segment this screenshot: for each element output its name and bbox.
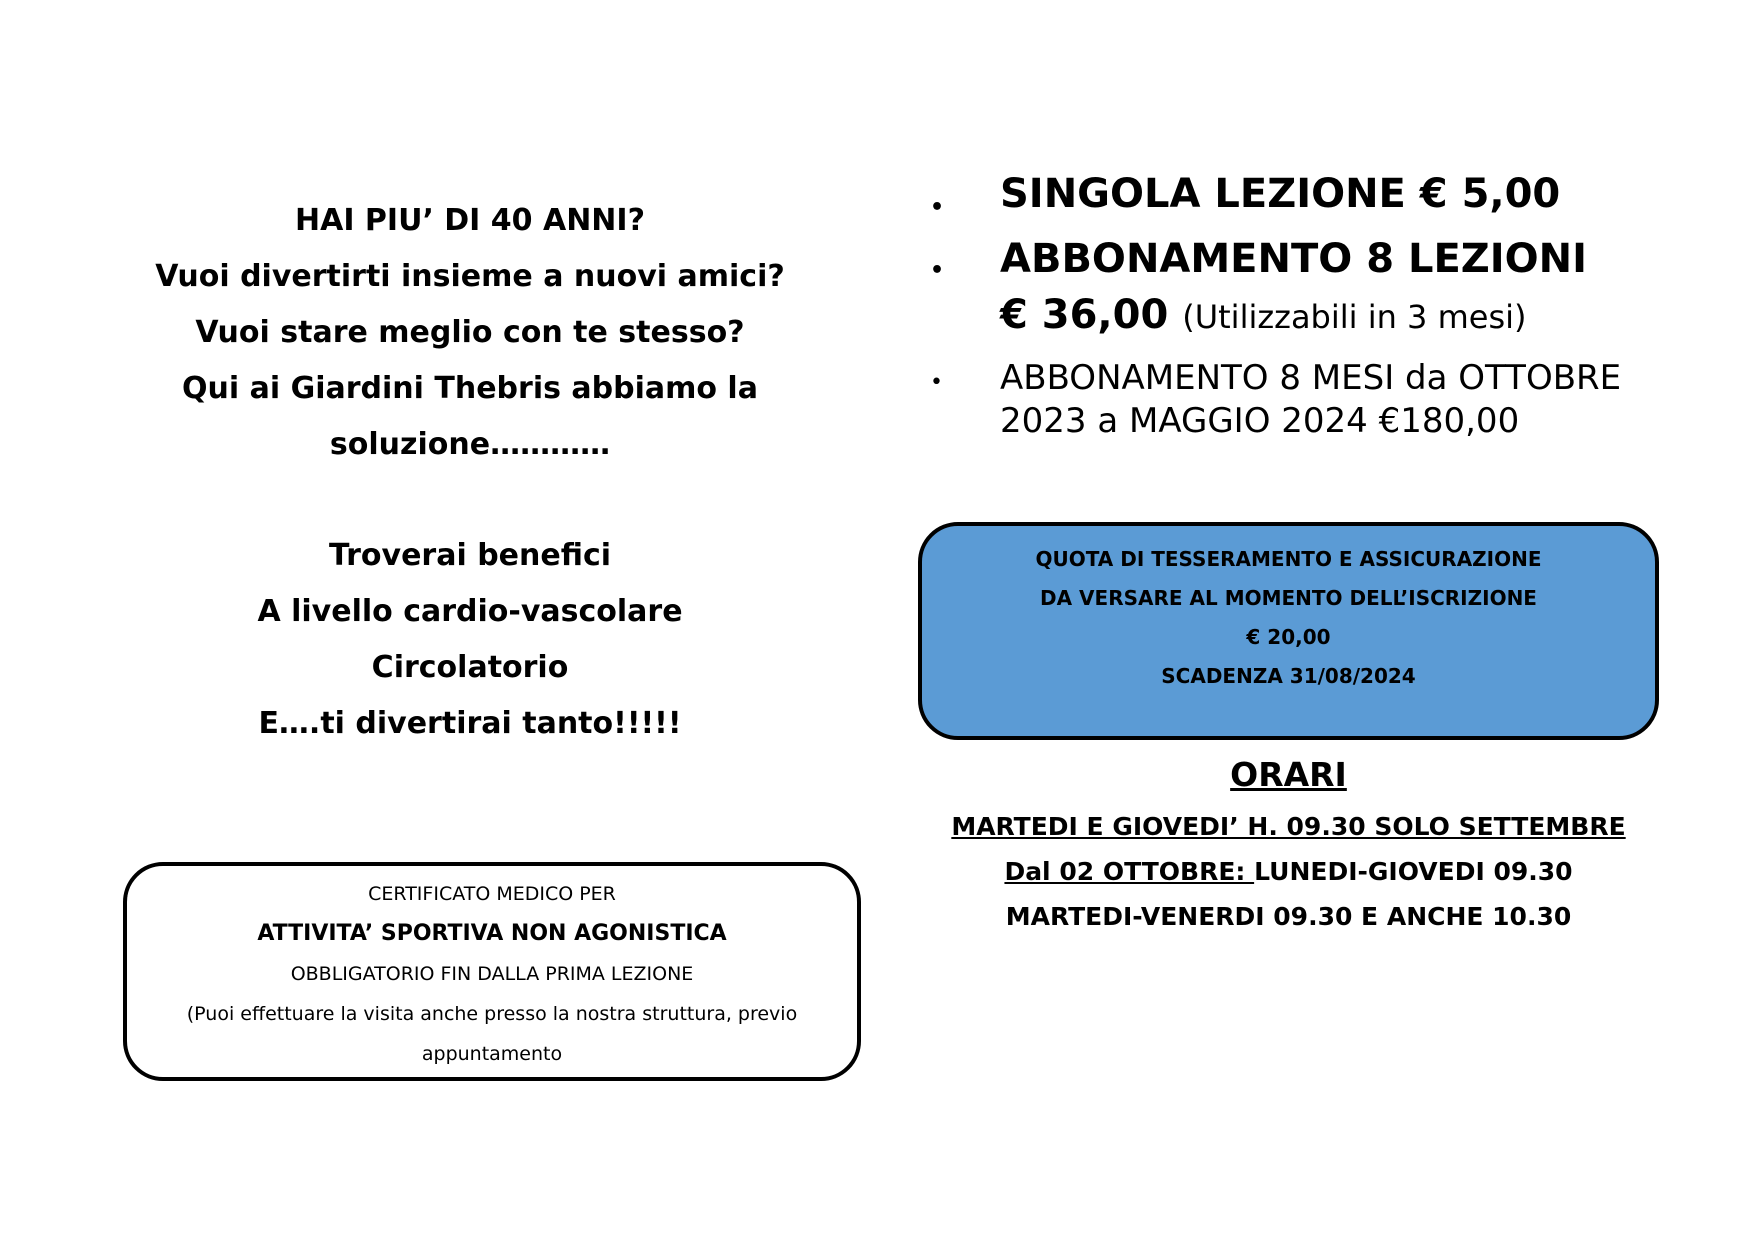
intro-line-friends: Vuoi divertirti insieme a nuovi amici? [155, 259, 785, 294]
benefits-line-1: Troverai benefici [328, 538, 612, 573]
price-8-months-line-1: ABBONAMENTO 8 MESI da OTTOBRE [1000, 358, 1622, 398]
price-8-lessons-note: (Utilizzabili in 3 mesi) [1182, 298, 1527, 336]
schedule-row-october [918, 849, 1659, 894]
price-item-single-lesson [930, 165, 1690, 223]
price-8-months-line-2: 2023 a MAGGIO 2024 €180,00 [1000, 401, 1520, 441]
intro-line-age: HAI PIU’ DI 40 ANNI? [295, 203, 645, 238]
cert-line-5: appuntamento [421, 1043, 563, 1065]
cert-line-3: OBBLIGATORIO FIN DALLA PRIMA LEZIONE [290, 963, 694, 985]
price-item-8-months [930, 357, 1690, 443]
benefits-line-2: A livello cardio-vascolare [257, 594, 683, 629]
price-8-lessons-title: ABBONAMENTO 8 LEZIONI [1000, 236, 1588, 282]
schedule-section [918, 752, 1659, 939]
intro-line-wellbeing: Vuoi stare meglio con te stesso? [195, 315, 745, 350]
price-list [930, 165, 1690, 443]
intro-text-block [100, 193, 840, 752]
price-item-8-lessons [930, 231, 1690, 345]
intro-spacer [100, 473, 840, 528]
schedule-row-october-label: Dal 02 OTTOBRE: [1004, 857, 1255, 886]
bullet-icon: • [930, 370, 943, 395]
intro-line-giardini: Qui ai Giardini Thebris abbiamo la [182, 371, 758, 406]
bullet-icon: • [930, 258, 945, 283]
cert-line-4: (Puoi effettuare la visita anche presso la nostra struttura, previo [186, 1003, 798, 1025]
quota-expiry: SCADENZA 31/08/2024 [1161, 664, 1416, 688]
quota-line-2: DA VERSARE AL MOMENTO DELL’ISCRIZIONE [1040, 586, 1537, 610]
price-single-lesson-text: SINGOLA LEZIONE € 5,00 [1000, 171, 1561, 217]
schedule-title: ORARI [1230, 755, 1347, 794]
schedule-row-tue-fri: MARTEDI-VENERDI 09.30 E ANCHE 10.30 [1005, 902, 1572, 931]
membership-fee-box [918, 522, 1659, 740]
quota-amount: € 20,00 [1246, 625, 1331, 649]
cert-line-2: ATTIVITA’ SPORTIVA NON AGONISTICA [257, 921, 727, 946]
benefits-line-3: Circolatorio [371, 650, 569, 685]
price-8-lessons-amount: € 36,00 [1000, 292, 1169, 338]
schedule-row-september: MARTEDI E GIOVEDI’ H. 09.30 SOLO SETTEMBRE [951, 812, 1626, 841]
intro-line-solution: soluzione………… [329, 427, 611, 462]
quota-line-1: QUOTA DI TESSERAMENTO E ASSICURAZIONE [1035, 547, 1542, 571]
price-8-lessons-amount-line [1000, 287, 1690, 345]
cert-line-1: CERTIFICATO MEDICO PER [368, 883, 616, 905]
medical-certificate-box [123, 862, 861, 1081]
bullet-icon: • [930, 195, 945, 220]
schedule-row-october-days: LUNEDI-GIOVEDI 09.30 [1254, 857, 1573, 886]
benefits-line-4: E….ti divertirai tanto!!!!! [258, 706, 682, 741]
